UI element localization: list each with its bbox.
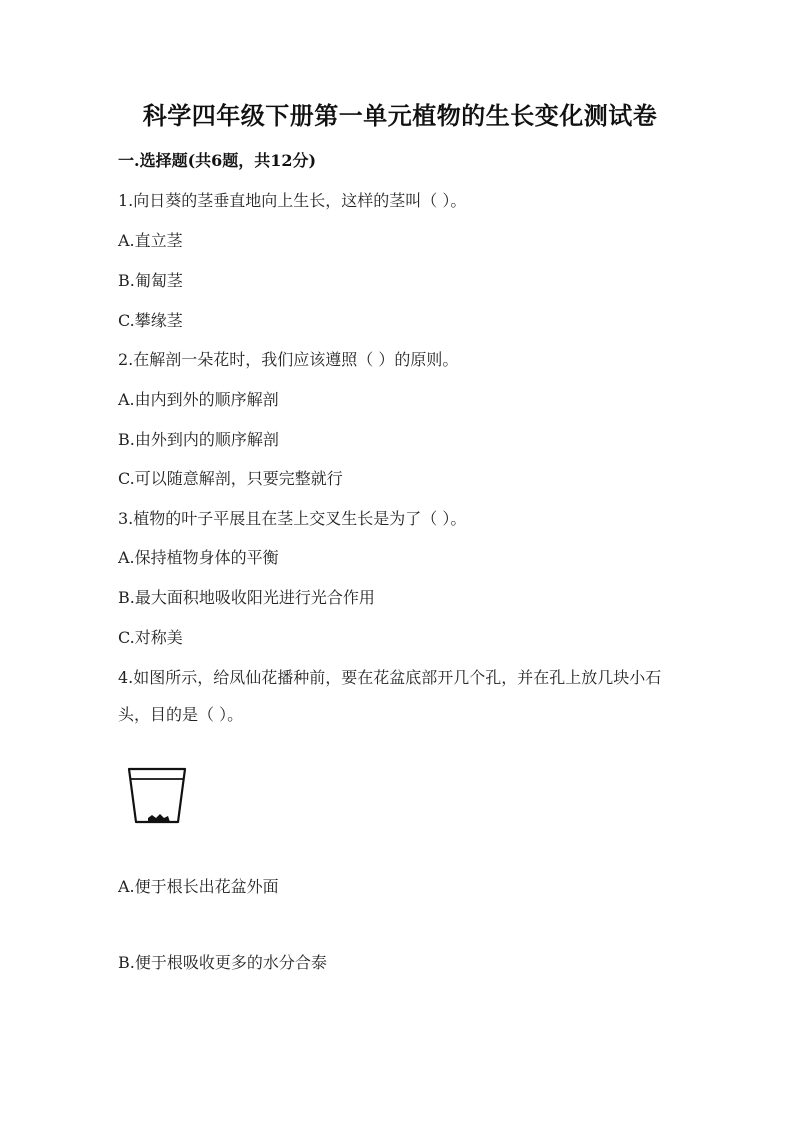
- question-4-option-b: B.便于根吸收更多的水分合泰: [118, 953, 327, 972]
- question-4-stem-line-2: 头，目的是（ ）。: [118, 705, 244, 724]
- pebbles: [148, 814, 170, 822]
- question-3-stem: 3.植物的叶子平展且在茎上交叉生长是为了（ ）。: [118, 509, 467, 528]
- question-1-option-b: B.匍匐茎: [118, 271, 183, 290]
- question-2-option-a: A.由内到外的顺序解剖: [118, 390, 279, 409]
- question-4-option-a: A.便于根长出花盆外面: [118, 877, 279, 896]
- question-1-option-c: C.攀缘茎: [118, 311, 183, 330]
- question-3-option-c: C.对称美: [118, 628, 183, 647]
- question-3-option-a: A.保持植物身体的平衡: [118, 548, 279, 567]
- question-2-option-c: C.可以随意解剖，只要完整就行: [118, 469, 343, 488]
- section-heading: 一.选择题(共6题，共12分): [118, 151, 317, 170]
- question-3-option-b: B.最大面积地吸收阳光进行光合作用: [118, 588, 375, 607]
- page-title: 科学四年级下册第一单元植物的生长变化测试卷: [142, 101, 658, 130]
- question-1-option-a: A.直立茎: [118, 231, 183, 250]
- flower-pot-figure: [126, 765, 190, 827]
- question-4-stem-line-1: 4.如图所示，给凤仙花播种前，要在花盆底部开几个孔，并在孔上放几块小石: [118, 668, 662, 687]
- question-2-option-b: B.由外到内的顺序解剖: [118, 430, 279, 449]
- question-1-stem: 1.向日葵的茎垂直地向上生长，这样的茎叫（ ）。: [118, 191, 467, 210]
- pot-outline: [129, 769, 185, 822]
- question-2-stem: 2.在解剖一朵花时，我们应该遵照（ ）的原则。: [118, 350, 459, 369]
